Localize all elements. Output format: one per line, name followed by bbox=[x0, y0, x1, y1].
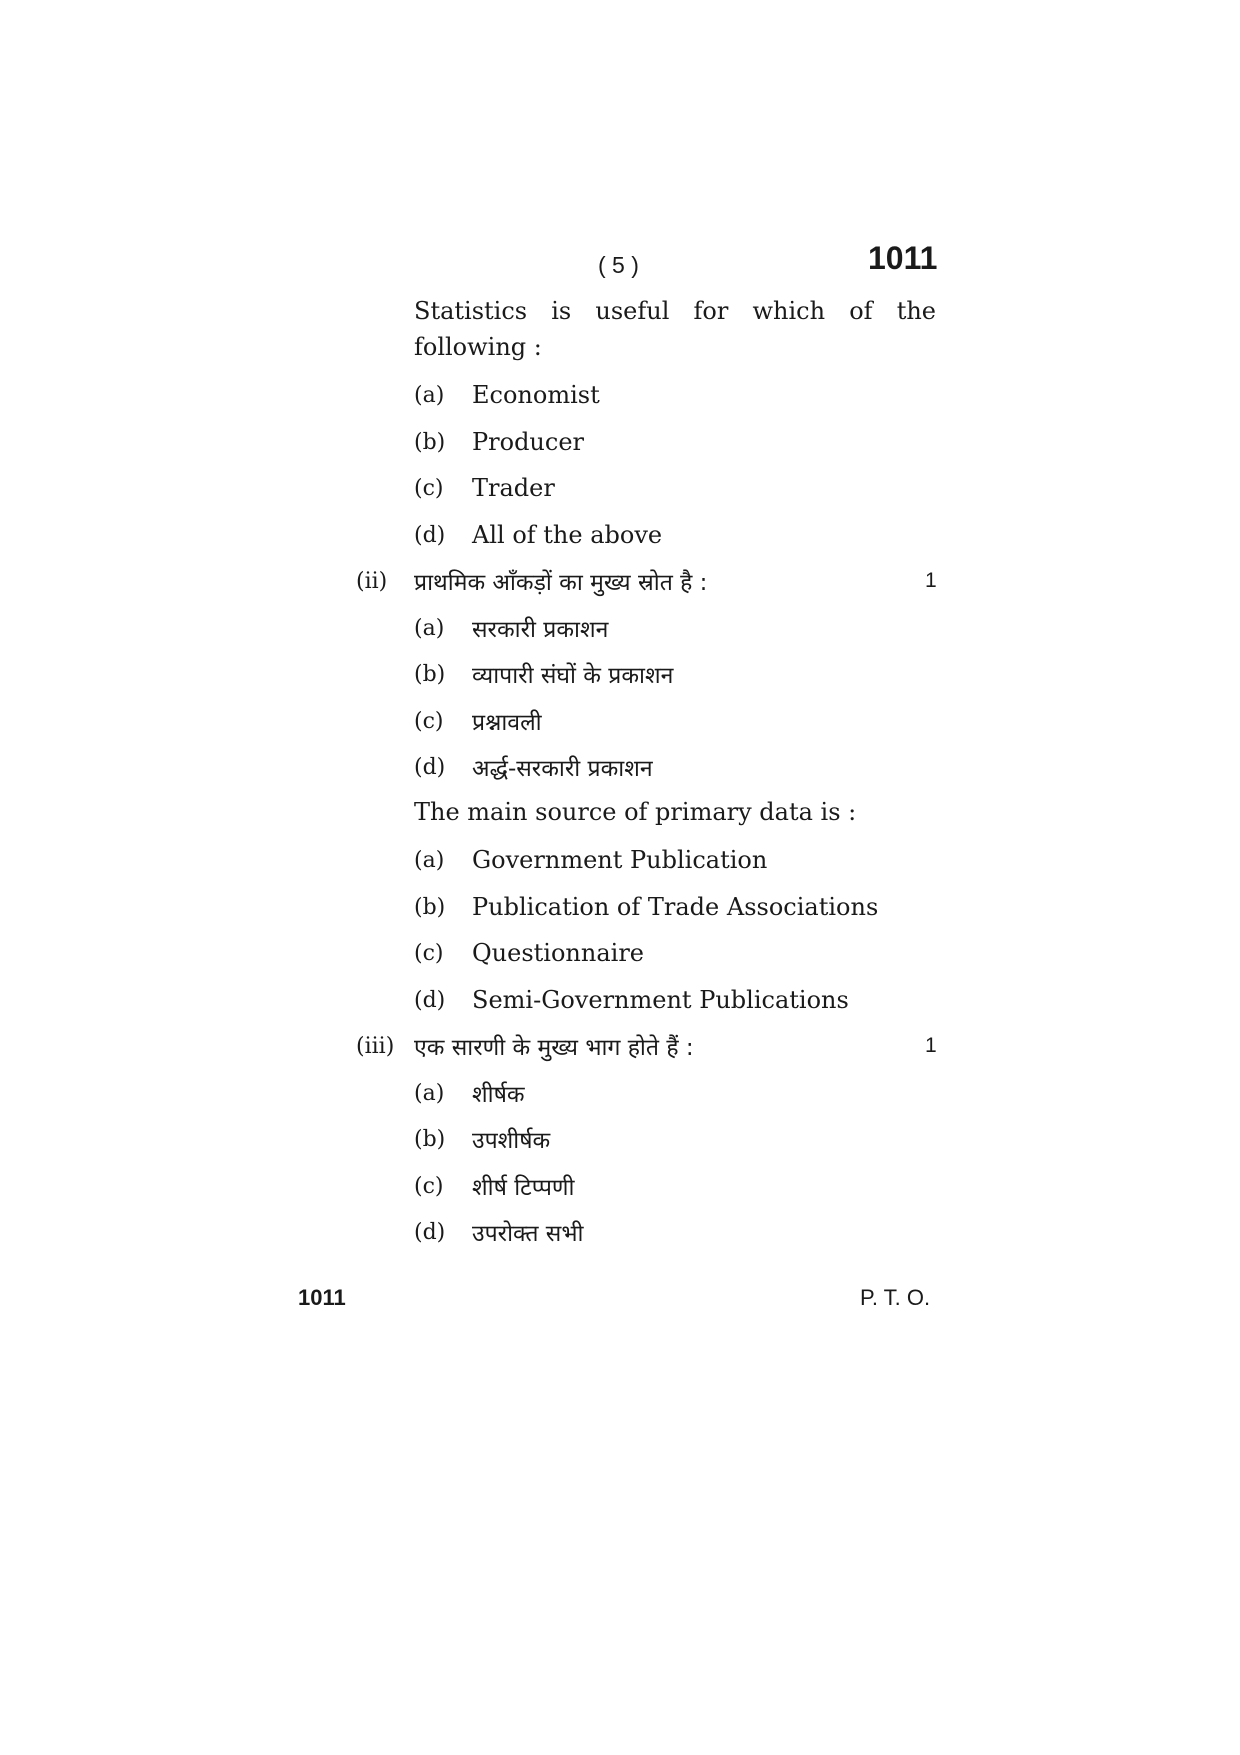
pto-label: P. T. O. bbox=[860, 1285, 931, 1310]
q1-option-b-label: (b) bbox=[414, 430, 446, 455]
q2-english-option-c-label: (c) bbox=[414, 941, 444, 966]
q2-marks: 1 bbox=[925, 569, 937, 592]
q3-hindi-option-d-label: (d) bbox=[414, 1220, 446, 1245]
q3-hindi-question: एक सारणी के मुख्य भाग होते हैं : bbox=[414, 1035, 694, 1061]
q3-marks: 1 bbox=[925, 1034, 937, 1057]
q2-hindi-option-c-text: प्रश्नावली bbox=[472, 710, 542, 736]
q1-option-d-label: (d) bbox=[414, 523, 446, 548]
q1-option-c-label: (c) bbox=[414, 476, 444, 501]
q2-english-option-d-label: (d) bbox=[414, 988, 446, 1013]
q2-english-option-b-label: (b) bbox=[414, 895, 446, 920]
q3-hindi-option-a-label: (a) bbox=[414, 1081, 445, 1106]
q2-english-option-a-text: Government Publication bbox=[472, 846, 768, 874]
q2-english-option-b-text: Publication of Trade Associations bbox=[472, 893, 879, 921]
q2-hindi-option-d-label: (d) bbox=[414, 755, 446, 780]
q2-hindi-question: प्राथमिक आँकड़ों का मुख्य स्रोत है : bbox=[414, 570, 708, 596]
q3-hindi-option-a-text: शीर्षक bbox=[472, 1082, 525, 1108]
q2-english-option-c-text: Questionnaire bbox=[472, 939, 644, 967]
q3-hindi-option-b-label: (b) bbox=[414, 1127, 446, 1152]
q1-option-d-text: All of the above bbox=[472, 521, 663, 549]
page-number: ( 5 ) bbox=[598, 252, 639, 278]
q1-option-b-text: Producer bbox=[472, 428, 585, 456]
paper-code-header: 1011 bbox=[868, 240, 938, 276]
q2-hindi-option-d-text: अर्द्ध-सरकारी प्रकाशन bbox=[472, 756, 653, 782]
q2-number: (ii) bbox=[356, 569, 388, 594]
q3-hindi-option-c-text: शीर्ष टिप्पणी bbox=[472, 1175, 575, 1201]
q1-question-line-1: Statistics is useful for which of the bbox=[414, 297, 936, 325]
q2-hindi-option-a-text: सरकारी प्रकाशन bbox=[472, 617, 609, 643]
q3-number: (iii) bbox=[356, 1034, 395, 1059]
paper-code-footer: 1011 bbox=[298, 1285, 346, 1310]
q1-option-c-text: Trader bbox=[472, 474, 555, 502]
q2-hindi-option-a-label: (a) bbox=[414, 616, 445, 641]
q2-hindi-option-b-text: व्यापारी संघों के प्रकाशन bbox=[472, 663, 674, 689]
q3-hindi-option-c-label: (c) bbox=[414, 1174, 444, 1199]
q3-hindi-option-b-text: उपशीर्षक bbox=[472, 1128, 551, 1154]
q2-english-question: The main source of primary data is : bbox=[414, 798, 857, 826]
q2-hindi-option-c-label: (c) bbox=[414, 709, 444, 734]
q1-question-line-2: following : bbox=[414, 333, 542, 361]
q1-option-a-text: Economist bbox=[472, 381, 600, 409]
q1-option-a-label: (a) bbox=[414, 383, 445, 408]
q2-hindi-option-b-label: (b) bbox=[414, 662, 446, 687]
q3-hindi-option-d-text: उपरोक्त सभी bbox=[472, 1221, 584, 1247]
q2-english-option-a-label: (a) bbox=[414, 848, 445, 873]
q2-english-option-d-text: Semi-Government Publications bbox=[472, 986, 849, 1014]
